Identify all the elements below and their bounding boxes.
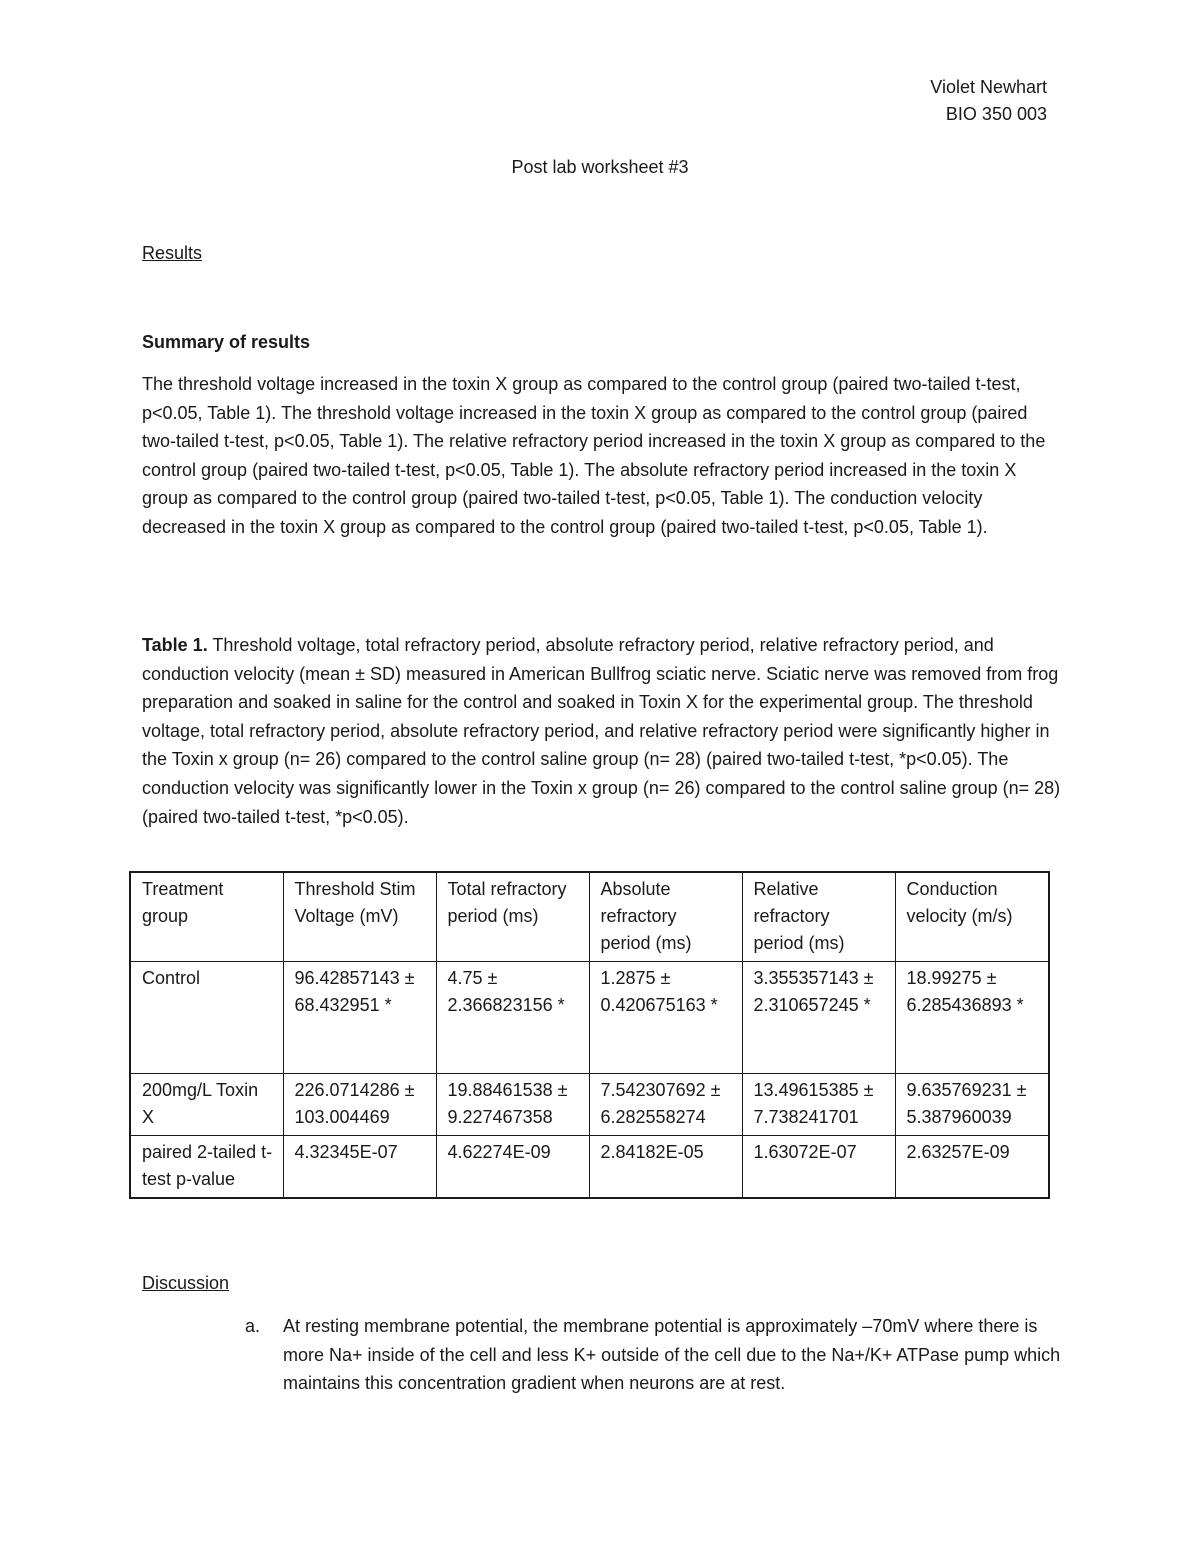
table-row-control	[130, 962, 1049, 1074]
table-cell: 1.2875 ± 0.420675163 *	[589, 962, 742, 1074]
table-cell: 1.63072E-07	[742, 1136, 895, 1199]
table-header-cell: Total refractory period (ms)	[436, 872, 589, 962]
table-caption-text: Threshold voltage, total refractory period, absolute refractory period, relative refractory period, and conduction velocity (mean ± SD) measured in American Bullfrog sciatic nerve. Sciatic nerve was removed from frog preparation and soaked in saline for the control and soaked in Toxin X for the experimental group. The threshold voltage, total refractory period, absolute refractory period, and relative refractory period were significantly higher in the Toxin x group (n= 26) compared to the control saline group (n= 28) (paired two-tailed t-test, *p<0.05). The conduction velocity was significantly lower in the Toxin x group (n= 26) compared to the control saline group (n= 28) (paired two-tailed t-test, *p<0.05).	[142, 635, 1061, 827]
discussion-item-text: At resting membrane potential, the membrane potential is approximately –70mV where there is more Na+ inside of the cell and less K+ outside of the cell due to the Na+/K+ ATPase pump which maintains this concentration gradient when neurons are at rest.	[283, 1316, 1061, 1394]
table-header-cell: Relative refractory period (ms)	[742, 872, 895, 962]
course-code: BIO 350 003	[945, 104, 1047, 124]
table-cell: 96.42857143 ± 68.432951 *	[283, 962, 436, 1074]
table-row-toxin	[130, 1074, 1049, 1136]
table-cell: 2.84182E-05	[589, 1136, 742, 1199]
table-header-cell: Absolute refractory period (ms)	[589, 872, 742, 962]
table-caption-label: Table 1.	[142, 635, 208, 655]
table-cell: 3.355357143 ± 2.310657245 *	[742, 962, 895, 1074]
table-cell: 7.542307692 ± 6.282558274	[589, 1074, 742, 1136]
table-row-pvalue	[130, 1136, 1049, 1199]
table-cell: paired 2-tailed t-test p-value	[130, 1136, 283, 1199]
discussion-item-marker: a.	[245, 1316, 261, 1336]
table-cell: 226.0714286 ± 103.004469	[283, 1074, 436, 1136]
table-cell: 18.99275 ± 6.285436893 *	[895, 962, 1049, 1074]
table-header-cell: Threshold Stim Voltage (mV)	[283, 872, 436, 962]
summary-heading: Summary of results	[142, 332, 311, 352]
discussion-heading: Discussion	[142, 1273, 230, 1293]
author-header	[930, 74, 1047, 128]
table-cell: Control	[130, 962, 283, 1074]
summary-paragraph: The threshold voltage increased in the toxin X group as compared to the control group (paired two-tailed t-test, p<0.05, Table 1). The threshold voltage increased in the toxin X group as compared to the control group (paired two-tailed t-test, p<0.05, Table 1). The relative refractory period increased in the toxin X group as compared to the control group (paired two-tailed t-test, p<0.05, Table 1). The absolute refractory period increased in the toxin X group as compared to the control group (paired two-tailed t-test, p<0.05, Table 1). The conduction velocity decreased in the toxin X group as compared to the control group (paired two-tailed t-test, p<0.05, Table 1).	[142, 374, 1046, 537]
table-cell: 2.63257E-09	[895, 1136, 1049, 1199]
table-caption	[142, 631, 1064, 831]
document-title: Post lab worksheet #3	[511, 157, 689, 177]
table-header-row	[130, 872, 1049, 962]
author-name: Violet Newhart	[930, 77, 1047, 97]
table-header-cell: Treatment group	[130, 872, 283, 962]
table-cell: 4.62274E-09	[436, 1136, 589, 1199]
table-cell: 200mg/L Toxin X	[130, 1074, 283, 1136]
table-cell: 9.635769231 ± 5.387960039	[895, 1074, 1049, 1136]
results-heading: Results	[142, 243, 203, 263]
table-cell: 4.75 ± 2.366823156 *	[436, 962, 589, 1074]
table-cell: 13.49615385 ± 7.738241701	[742, 1074, 895, 1136]
results-table	[129, 871, 1050, 1199]
table-header-cell: Conduction velocity (m/s)	[895, 872, 1049, 962]
table-cell: 4.32345E-07	[283, 1136, 436, 1199]
table-cell: 19.88461538 ± 9.227467358	[436, 1074, 589, 1136]
